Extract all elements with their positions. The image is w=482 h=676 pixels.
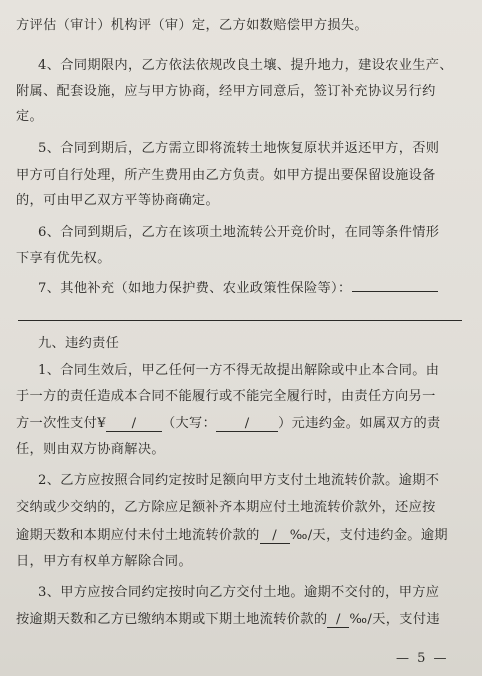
clause-9-1-line-1: 1、合同生效后，甲乙任何一方不得无故提出解除或中止本合同。由 (38, 363, 440, 378)
delivery-rate-blank[interactable]: / (327, 613, 349, 628)
amount-figures-blank[interactable]: / (106, 417, 162, 432)
delay-rate-suffix: ‰/天，支付违约金。逾期 (289, 528, 448, 543)
clause-6-line-2: 下享有优先权。 (16, 251, 111, 266)
clause-4-line-1: 4、合同期限内，乙方依法依规改良土壤、提升地力，建设农业生产、 (38, 58, 453, 73)
section-9-heading: 九、违约责任 (38, 336, 120, 351)
clause-9-3-line-2 (16, 612, 440, 628)
delay-rate-label: 逾期天数和本期应付未付土地流转价款的 (16, 528, 260, 543)
pay-label: 方一次性支付¥ (16, 416, 106, 431)
supplement-rule (18, 320, 462, 321)
amount-words-blank[interactable]: / (216, 417, 278, 432)
clause-6-line-1: 6、合同到期后，乙方在该项土地流转公开竞价时，在同等条件情形 (38, 225, 440, 240)
clause-9-1-line-3 (16, 416, 441, 432)
clause-7-label: 7、其他补充（如地力保护费、农业政策性保险等）： (38, 281, 352, 296)
page-number: — 5 — (396, 651, 449, 666)
clause-9-3-line-1: 3、甲方应按合同约定按时向乙方交付土地。逾期不交付的，甲方应 (38, 585, 440, 600)
clause-5-line-1: 5、合同到期后，乙方需立即将流转土地恢复原状并返还甲方，否则 (38, 141, 440, 156)
clause-5-line-3: 的，可由甲乙双方平等协商确定。 (16, 193, 220, 208)
delay-rate-blank[interactable]: / (260, 529, 290, 544)
text-line-1: 方评估（审计）机构评（审）定，乙方如数赔偿甲方损失。 (16, 18, 368, 33)
clause-7-line (38, 281, 438, 297)
clause-9-2-line-1: 2、乙方应按照合同约定按时足额向甲方支付土地流转价款。逾期不 (38, 473, 440, 488)
delivery-rate-suffix: ‰/天，支付违 (349, 612, 440, 627)
penalty-suffix: ）元违约金。如属双方的责 (278, 416, 441, 431)
clause-5-line-2: 甲方可自行处理，所产生费用由乙方负责。如甲方提出要保留设施设备 (16, 168, 436, 183)
clause-9-2-line-3 (16, 528, 448, 544)
amount-words-label: （大写： (161, 416, 217, 431)
clause-9-2-line-2: 交纳或少交纳的，乙方除应足额补齐本期应付土地流转价款外，还应按 (16, 500, 436, 515)
clause-9-1-line-2: 于一方的责任造成本合同不能履行或不能完全履行时，由责任方向另一 (16, 389, 436, 404)
clause-9-1-line-4: 任，则由双方协商解决。 (16, 442, 165, 457)
clause-9-2-line-4: 日，甲方有权单方解除合同。 (16, 554, 192, 569)
clause-4-line-2: 附属、配套设施，应与甲方协商，经甲方同意后，签订补充协议另行约 (16, 84, 436, 99)
other-supplement-blank[interactable] (352, 291, 438, 292)
delivery-rate-label: 按逾期天数和乙方已缴纳本期或下期土地流转价款的 (16, 612, 328, 627)
clause-4-line-3: 定。 (16, 109, 44, 124)
